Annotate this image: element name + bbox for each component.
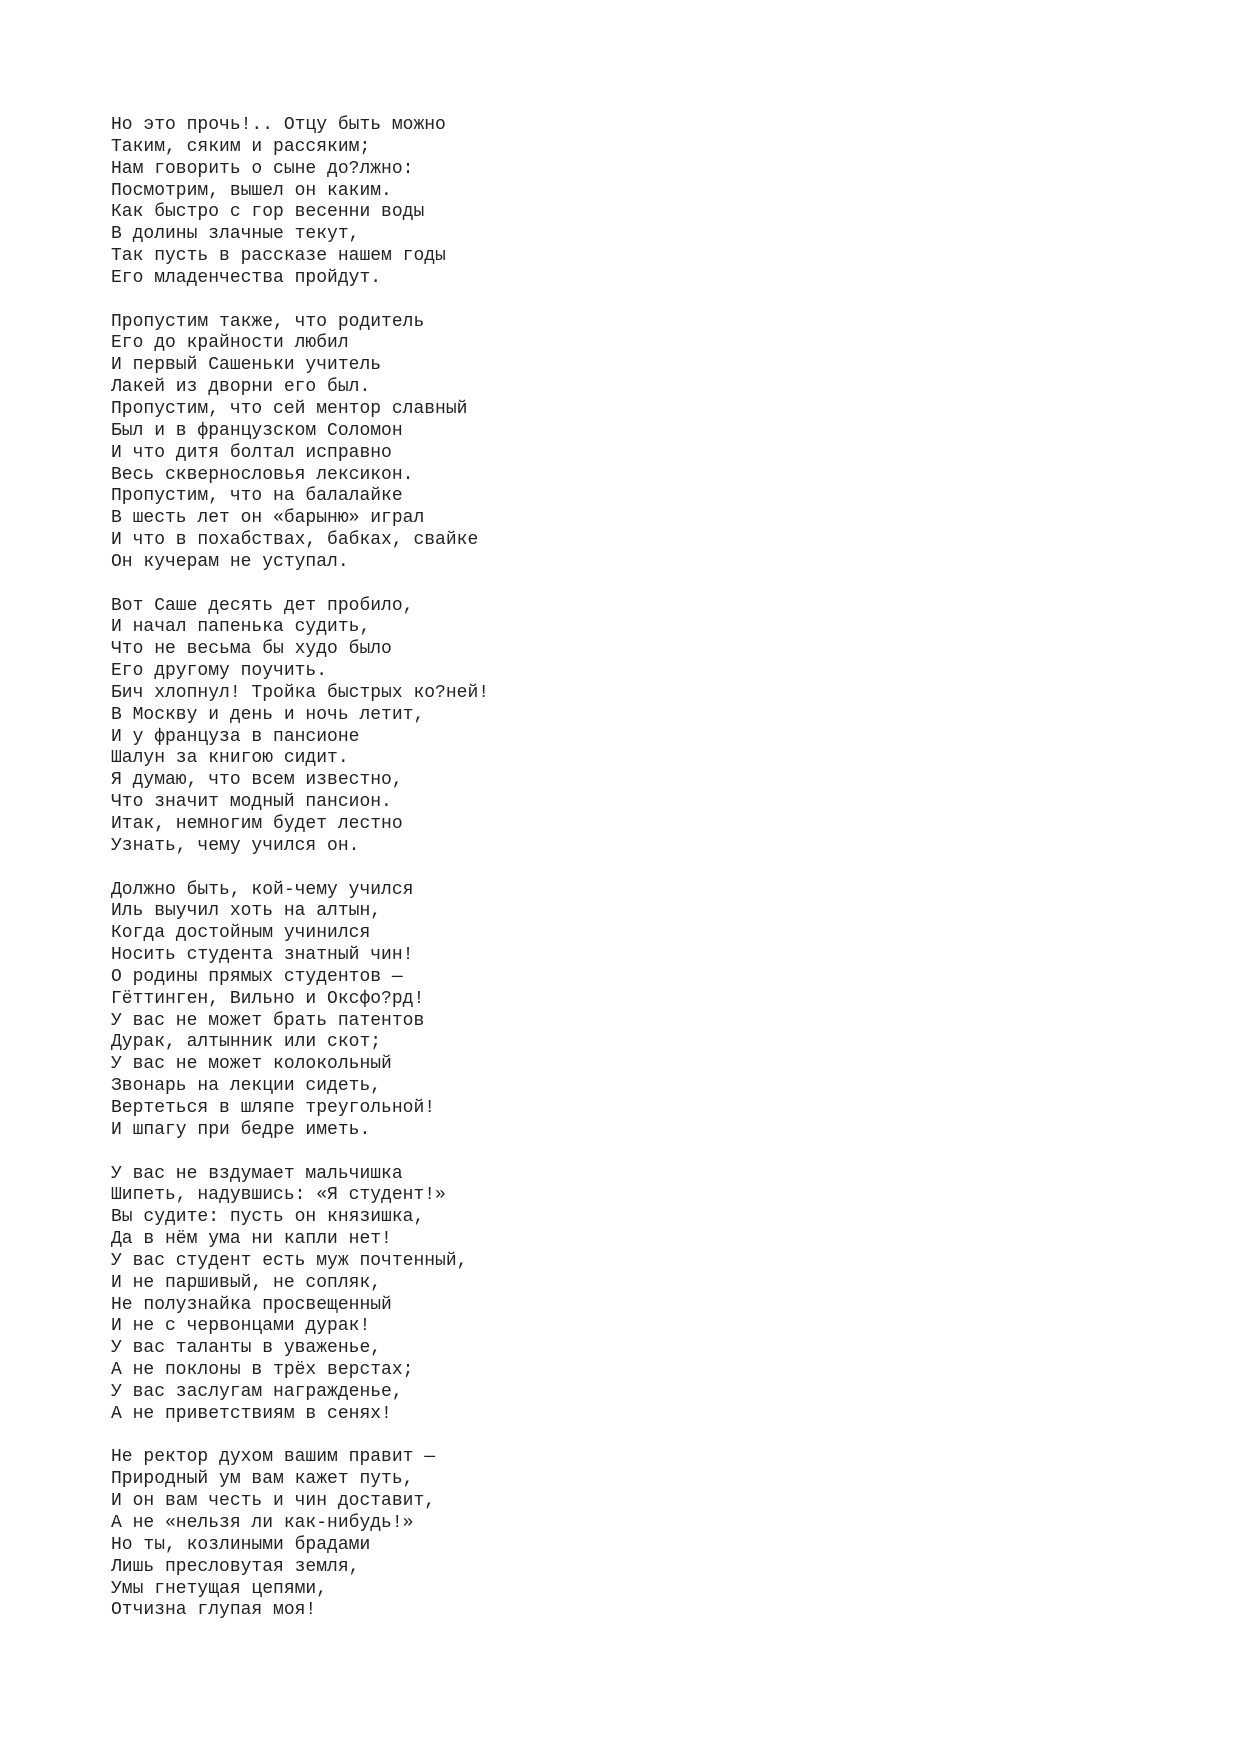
poem-line: Шалун за книгою сидит. xyxy=(111,748,349,769)
poem-line: У вас не вздумает мальчишка xyxy=(111,1163,403,1184)
poem-line: В Москву и день и ночь летит, xyxy=(111,704,425,725)
poem-line: О родины прямых студентов — xyxy=(111,966,403,987)
poem-line: Умы гнетущая цепями, xyxy=(111,1578,328,1599)
poem-line: Лакей из дворни его был. xyxy=(111,377,371,398)
poem-line: И не паршивый, не сопляк, xyxy=(111,1272,382,1293)
poem-line: Но ты, козлиными брадами xyxy=(111,1534,371,1555)
stanza xyxy=(111,596,489,858)
poem-line: Был и в французском Соломон xyxy=(111,420,403,441)
poem-line: Его младенчества пройдут. xyxy=(111,267,382,288)
poem-line: Его до крайности любил xyxy=(111,333,349,354)
poem-line: И что в похабствах, бабках, свайке xyxy=(111,530,479,551)
poem-line: У вас заслугам награжденье, xyxy=(111,1381,403,1402)
stanza xyxy=(111,1447,489,1622)
poem-line: Дурак, алтынник или скот; xyxy=(111,1032,382,1053)
poem-line: Его другому поучить. xyxy=(111,661,328,682)
poem-line: И он вам честь и чин доставит, xyxy=(111,1491,436,1512)
poem-line: Вертеться в шляпе треугольной! xyxy=(111,1097,436,1118)
poem-line: Что не весьма бы худо было xyxy=(111,639,392,660)
poem-line: У вас таланты в уваженье, xyxy=(111,1338,382,1359)
poem-line: И что дитя болтал исправно xyxy=(111,442,392,463)
poem-line: А не приветствиям в сенях! xyxy=(111,1403,392,1424)
poem-line: Я думаю, что всем известно, xyxy=(111,770,403,791)
poem-line: Вы судите: пусть он князишка, xyxy=(111,1207,425,1228)
poem-line: А не «нельзя ли как-нибудь!» xyxy=(111,1513,414,1533)
poem-line: Итак, немногим будет лестно xyxy=(111,814,403,834)
poem-line: Нам говорить о сыне до?лжно: xyxy=(111,158,414,179)
poem-line: Пропустим, что на балалайке xyxy=(111,486,403,507)
poem-line: Иль выучил хоть на алтын, xyxy=(111,901,382,922)
poem-line: А не поклоны в трёх верстах; xyxy=(111,1360,414,1381)
poem-line: Пропустим, что сей ментор славный xyxy=(111,398,468,419)
poem-line: Звонарь на лекции сидеть, xyxy=(111,1076,382,1097)
stanza xyxy=(111,880,489,1142)
poem-line: Лишь пресловутая земля, xyxy=(111,1556,360,1577)
poem-line: Должно быть, кой-чему учился xyxy=(111,879,414,900)
poem-line: Когда достойным учинился xyxy=(111,923,371,944)
poem-line: У вас не может брать патентов xyxy=(111,1010,425,1031)
poem-line: У вас не может колокольный xyxy=(111,1054,392,1075)
poem-text xyxy=(111,115,489,1622)
stanza xyxy=(111,115,489,290)
poem-line: Посмотрим, вышел он каким. xyxy=(111,180,392,201)
poem-line: Природный ум вам кажет путь, xyxy=(111,1469,414,1490)
poem-line: И первый Сашеньки учитель xyxy=(111,355,382,376)
poem-line: В долины злачные текут, xyxy=(111,224,360,245)
poem-line: Что значит модный пансион. xyxy=(111,792,392,813)
poem-line: Так пусть в рассказе нашем годы xyxy=(111,246,446,267)
poem-line: В шесть лет он «барыню» играл xyxy=(111,508,425,529)
poem-line: Пропустим также, что родитель xyxy=(111,311,425,332)
stanza xyxy=(111,1164,489,1426)
poem-line: У вас студент есть муж почтенный, xyxy=(111,1250,468,1271)
poem-line: Шипеть, надувшись: «Я студент!» xyxy=(111,1185,446,1206)
stanza xyxy=(111,312,489,574)
poem-line: Отчизна глупая моя! xyxy=(111,1600,317,1621)
poem-line: Бич хлопнул! Тройка быстрых ко?ней! xyxy=(111,682,490,703)
poem-line: Таким, сяким и рассяким; xyxy=(111,136,371,157)
poem-line: Не ректор духом вашим правит — xyxy=(111,1447,436,1468)
poem-line: Но это прочь!.. Отцу быть можно xyxy=(111,115,446,135)
poem-line: Весь сквернословья лексикон. xyxy=(111,464,414,485)
poem-line: И начал папенька судить, xyxy=(111,617,371,638)
poem-line: Как быстро с гор весенни воды xyxy=(111,202,425,223)
poem-line: И у француза в пансионе xyxy=(111,726,360,747)
poem-line: Узнать, чему учился он. xyxy=(111,835,360,856)
poem-line: И шпагу при бедре иметь. xyxy=(111,1119,371,1140)
poem-line: И не с червонцами дурак! xyxy=(111,1316,371,1337)
poem-line: Он кучерам не уступал. xyxy=(111,551,349,572)
poem-line: Вот Саше десять дет пробило, xyxy=(111,595,414,616)
poem-line: Гёттинген, Вильно и Оксфо?рд! xyxy=(111,988,425,1009)
poem-line: Не полузнайка просвещенный xyxy=(111,1294,392,1315)
poem-line: Носить студента знатный чин! xyxy=(111,945,414,966)
poem-line: Да в нём ума ни капли нет! xyxy=(111,1229,392,1250)
